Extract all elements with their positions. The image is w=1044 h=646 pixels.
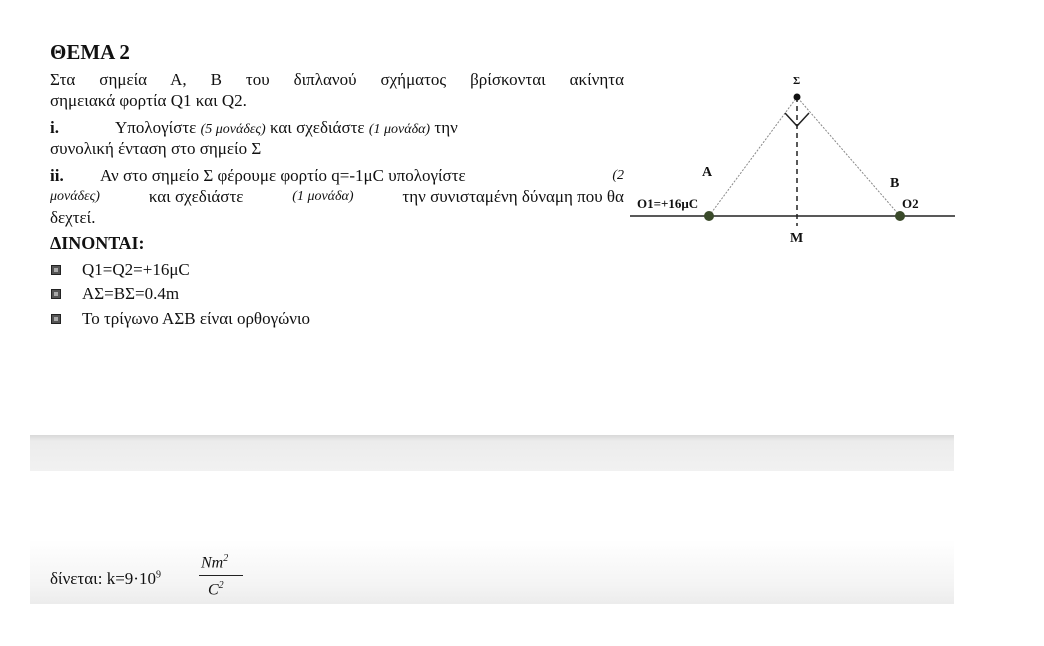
given-item-2: ΑΣ=ΒΣ=0.4m	[82, 284, 180, 303]
formula-exponent: 9	[155, 569, 161, 581]
given-item-3: Το τρίγωνο ΑΣΒ είναι ορθογώνιο	[82, 309, 311, 328]
question-i-text-a: Υπολογίστε	[115, 118, 197, 137]
label-m: Μ	[790, 231, 804, 246]
constant-formula	[50, 569, 161, 589]
triangle-diagram	[630, 70, 960, 250]
point-b	[895, 211, 905, 221]
question-i-text-c: την	[434, 118, 458, 137]
problem-heading: ΘΕΜΑ 2	[50, 40, 130, 64]
formula-prefix: δίνεται: k=9·10	[50, 569, 156, 588]
question-i-text-b: και σχεδιάστε	[269, 118, 365, 137]
point-sigma	[794, 94, 801, 101]
label-sigma: Σ	[793, 75, 801, 87]
question-ii-text-c: την συνισταμένη δύναμη που θα	[402, 187, 624, 206]
question-ii-line-3: δεχτεί.	[50, 208, 96, 227]
intro-line-2: σημειακά φορτία Q1 και Q2.	[50, 91, 247, 110]
bullet-icon	[51, 265, 61, 275]
question-i-line-1	[115, 117, 458, 140]
intro-line-1: Στα σημεία Α, Β του διπλανού σχήματος βρίσκονται ακίνητα	[50, 70, 624, 89]
question-ii-points-a-2: μονάδες)	[50, 189, 100, 204]
fraction-bar	[199, 575, 243, 576]
question-i-line-2: συνολική ένταση στο σημείο Σ	[50, 139, 262, 158]
bullet-icon	[51, 314, 61, 324]
given-item-1: Q1=Q2=+16μC	[82, 260, 190, 279]
formula-band	[30, 540, 954, 604]
formula-denominator: $C^2$	[208, 580, 224, 599]
side-b-sigma	[797, 97, 900, 216]
label-q2: Ο2	[902, 196, 919, 211]
question-i-points-b: (1 μονάδα)	[368, 122, 431, 137]
label-b: Β	[890, 176, 900, 191]
question-ii-text-a: Αν στο σημείο Σ φέρουμε φορτίο q=-1μC υπολογίστε	[100, 166, 466, 185]
question-ii-marker: ii.	[50, 166, 64, 185]
question-i-points-a: (5 μονάδες)	[200, 122, 266, 137]
question-ii-text-b: και σχεδιάστε	[148, 187, 244, 206]
question-ii-points-a-1: (2	[612, 168, 624, 183]
question-ii-line-2	[50, 186, 624, 207]
question-i-marker: i.	[50, 118, 59, 137]
bullet-icon	[51, 289, 61, 299]
question-ii-line-1	[100, 165, 624, 186]
label-a: Α	[702, 165, 713, 180]
page-separator-band	[30, 435, 954, 471]
formula-numerator: Nm$^2$	[201, 553, 229, 572]
label-q1: Ο1=+16μC	[637, 196, 699, 211]
point-a	[704, 211, 714, 221]
given-heading: ΔΙΝΟΝΤΑΙ:	[50, 233, 145, 253]
question-ii-points-b: (1 μονάδα)	[292, 189, 354, 204]
side-a-sigma	[709, 97, 797, 216]
